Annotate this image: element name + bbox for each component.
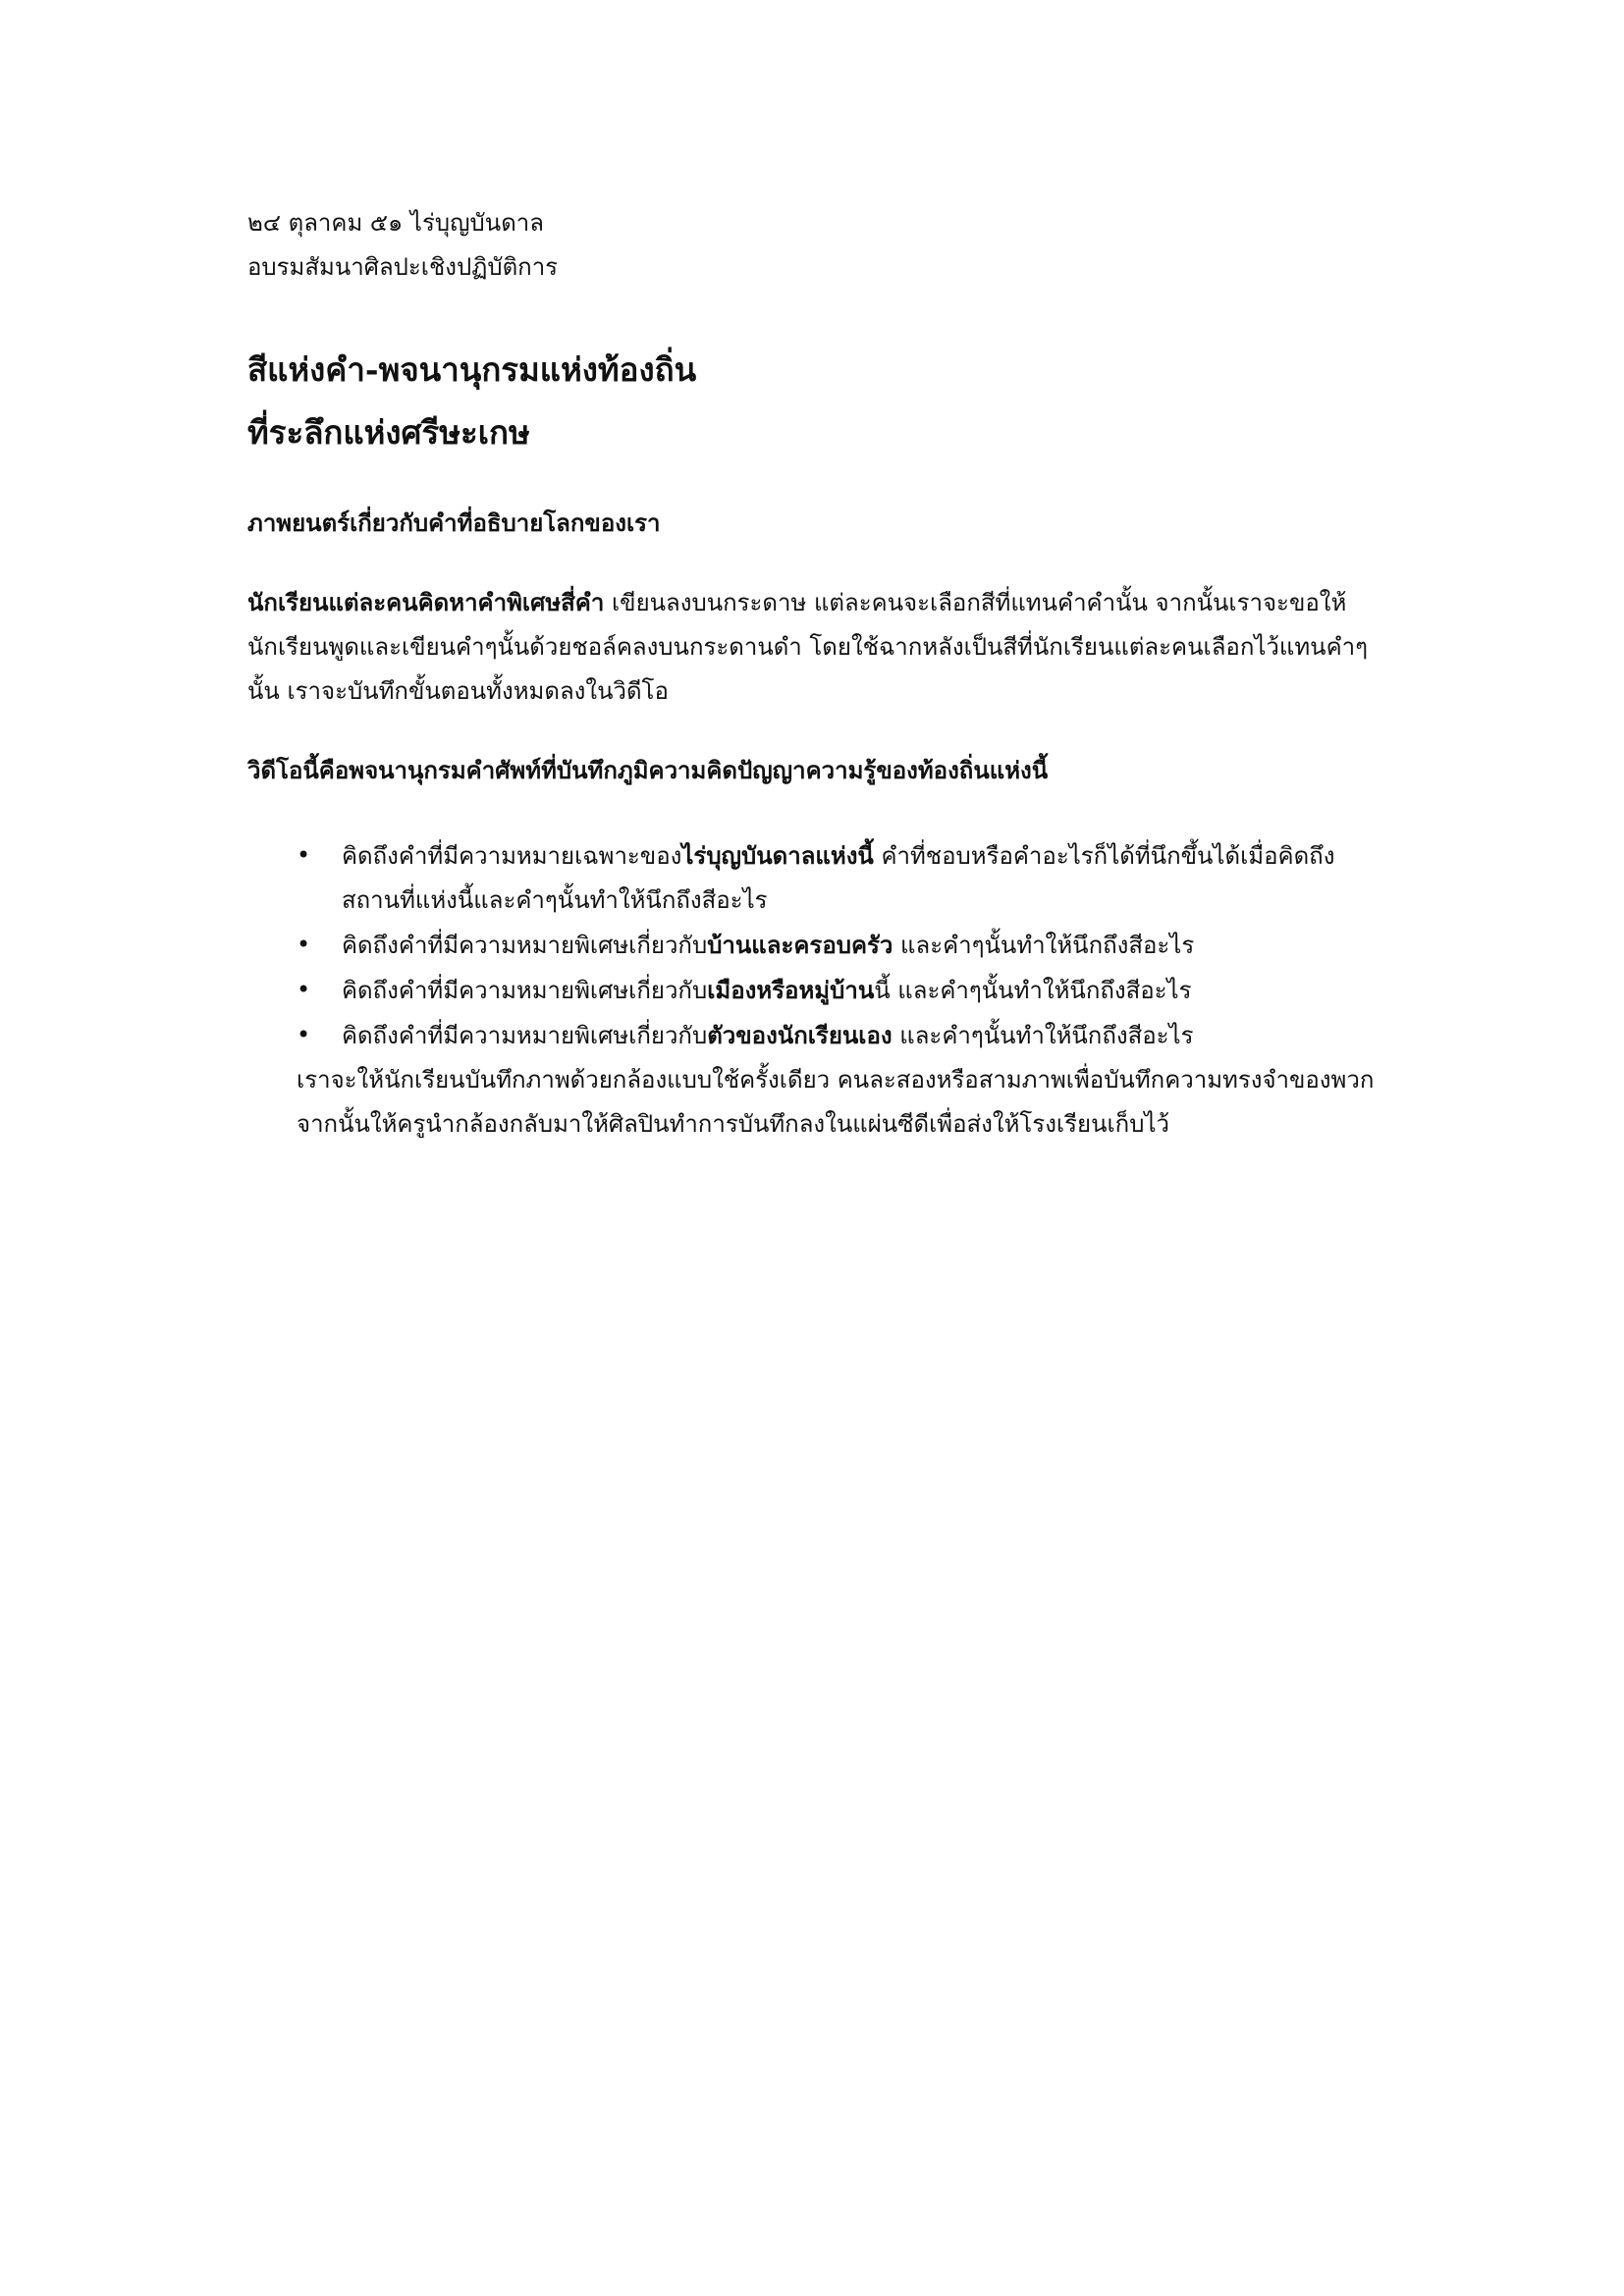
closing-paragraph: เราจะให้นักเรียนบันทึกภาพด้วยกล้องแบบใช้ครั้งเดียว คนละสองหรือสามภาพเพื่อบันทึกความทรงจำของพวก จากนั้นให้ครูนำกล้องกลับมาให้ศิลปินทำการบันทึกลงในแผ่นซีดีเพื่อส่งให้โรงเรียนเก็บไว้ [297, 1066, 1375, 1138]
list-item [247, 968, 1386, 1013]
bullet-icon: • [297, 1021, 311, 1048]
bullet-text-bold: ตัวของนักเรียนเอง [707, 1021, 893, 1049]
bullet-text-pre: คิดถึงคำที่มีความหมายเฉพาะของ [342, 842, 682, 870]
bullet-text-bold: ไร่บุญบันดาลแห่งนี้ [681, 841, 874, 870]
document-header [247, 201, 1386, 290]
bullet-text-bold: บ้านและครอบครัว [707, 931, 893, 959]
bullet-list [247, 833, 1386, 1058]
bullet-icon: • [297, 841, 311, 869]
bullet-text-post: คำที่ชอบหรือคำอะไรก็ได้ที่นึกขึ้นได้เมื่อคิดถึงสถานที่แห่งนี้และคำๆนั้นทำให้นึกถึงสีอะไร [342, 842, 1335, 914]
document-title [247, 339, 1386, 464]
list-item [247, 923, 1386, 968]
document-content [247, 201, 1386, 1147]
intro-paragraph [247, 580, 1386, 714]
section-heading-video: วิดีโอนี้คือพจนานุกรมคำศัพท์ที่บันทึกภูมิความคิดปัญญาความรู้ของท้องถิ่นแห่งนี้ [247, 756, 1049, 784]
bullet-text-post: และคำๆนั้นทำให้นึกถึงสีอะไร [892, 1022, 1194, 1049]
bullet-text-bold: เมืองหรือหมู่บ้าน [707, 976, 875, 1004]
list-item [247, 833, 1386, 923]
bullet-text-pre: คิดถึงคำที่มีความหมายพิเศษเกี่ยวกับ [342, 932, 708, 959]
list-item [247, 1013, 1386, 1058]
section-heading-film: ภาพยนตร์เกี่ยวกับคำที่อธิบายโลกของเรา [247, 508, 661, 537]
bullet-icon: • [297, 931, 311, 958]
event-line: อบรมสัมนาศิลปะเชิงปฏิบัติการ [247, 253, 559, 281]
bullet-text-pre: คิดถึงคำที่มีความหมายพิเศษเกี่ยวกับ [342, 977, 708, 1004]
title-line-1: สีแห่งคำ-พจนานุกรมแห่งท้องถิ่น [247, 350, 697, 389]
bullet-text-post: นี้ และคำๆนั้นทำให้นึกถึงสีอะไร [874, 977, 1192, 1004]
title-line-2: ที่ระลึกแห่งศรีษะเกษ [247, 413, 530, 452]
bullet-icon: • [297, 976, 311, 1003]
intro-paragraph-bold: นักเรียนแต่ละคนคิดหาคำพิเศษสี่คำ [247, 588, 605, 616]
bullet-text-pre: คิดถึงคำที่มีความหมายพิเศษเกี่ยวกับ [342, 1022, 708, 1049]
intro-paragraph-text: เขียนลงบนกระดาษ แต่ละคนจะเลือกสีที่แทนคำคำนั้น จากนั้นเราจะขอให้นักเรียนพูดและเขียนคำๆนั้นด้วยชอล์คลงบนกระดานดำ โดยใช้ฉากหลังเป็นสีที่นักเรียนแต่ละคนเลือกไว้แทนคำๆนั้น เราจะบันทึกขั้นตอนทั้งหมดลงในวิดีโอ [247, 589, 1369, 705]
bullet-text-post: และคำๆนั้นทำให้นึกถึงสีอะไร [893, 932, 1195, 959]
date-location-line: ๒๔ ตุลาคม ๕๑ ไร่บุญบันดาล [247, 209, 544, 237]
